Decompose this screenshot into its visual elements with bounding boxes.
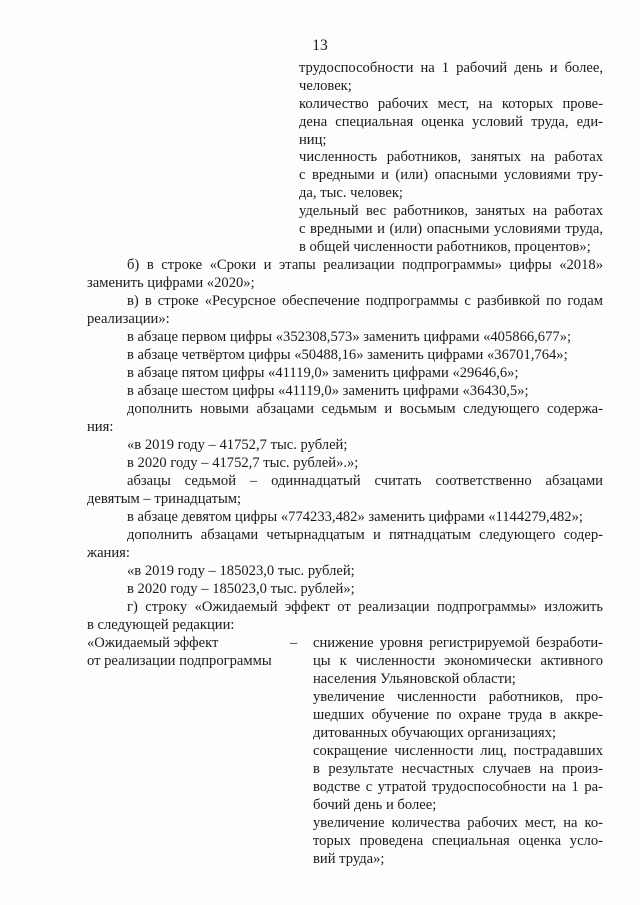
- body-line: девятым – тринадцатым;: [87, 491, 242, 507]
- body-line: «в 2019 году – 185023,0 тыс. рублей;: [127, 563, 355, 579]
- top-block-line: с вредными и (или) опасными условиями труда,: [299, 221, 603, 237]
- body-line: заменить цифрами «2020»;: [87, 275, 255, 291]
- top-block-line: удельный вес работников, занятых на работах: [299, 203, 603, 219]
- body-line: «в 2019 году – 41752,7 тыс. рублей;: [127, 437, 348, 453]
- table-content-line: сокращение численности лиц, пострадавших: [313, 743, 603, 759]
- body-line: дополнить новыми абзацами седьмым и восьмым следующего содержа-: [127, 401, 603, 417]
- top-block-line: с вредными и (или) опасными условиями тру-: [299, 167, 603, 183]
- table-content-line: торых проведена специальная оценка усло-: [313, 833, 603, 849]
- body-line: г) строку «Ожидаемый эффект от реализации подпрограммы» изложить: [127, 599, 603, 615]
- top-block-line: ниц;: [299, 132, 327, 148]
- table-dash: –: [290, 635, 298, 651]
- table-content-line: дитованных обучающих организациях;: [313, 725, 557, 741]
- body-line: в следующей редакции:: [87, 617, 235, 633]
- top-block-line: численность работников, занятых на работах: [299, 149, 603, 165]
- body-line: в абзаце пятом цифры «41119,0» заменить цифрами «29646,6»;: [127, 365, 519, 381]
- table-label: «Ожидаемый эффект: [87, 635, 219, 651]
- table-content-line: в результате несчастных случаев на произ-: [313, 761, 603, 777]
- table-content-line: снижение уровня регистрируемой безработи-: [313, 635, 603, 651]
- table-content-line: вий труда»;: [313, 851, 385, 867]
- table-content-line: увеличение численности работников, про-: [313, 689, 603, 705]
- body-line: дополнить абзацами четырнадцатым и пятнадцатым следующего содер-: [127, 527, 603, 543]
- body-line: в 2020 году – 41752,7 тыс. рублей».»;: [127, 455, 359, 471]
- body-line: в абзаце шестом цифры «41119,0» заменить цифрами «36430,5»;: [127, 383, 529, 399]
- body-line: в абзаце девятом цифры «774233,482» заменить цифрами «1144279,482»;: [127, 509, 583, 525]
- table-content-line: бочий день и более;: [313, 797, 437, 813]
- top-block-line: дена специальная оценка условий труда, еди-: [299, 114, 603, 130]
- page-number: 13: [312, 37, 328, 54]
- table-content-line: водстве с утратой трудоспособности на 1 ра-: [313, 779, 603, 795]
- table-content-line: населения Ульяновской области;: [313, 671, 516, 687]
- top-block-line: количество рабочих мест, на которых прове-: [299, 96, 603, 112]
- body-line: б) в строке «Сроки и этапы реализации подпрограммы» цифры «2018»: [127, 257, 603, 273]
- table-content-line: цы к численности экономически активного: [313, 653, 603, 669]
- table-content-line: шедших обучение по охране труда в аккре-: [313, 707, 603, 723]
- top-block-line: трудоспособности на 1 рабочий день и более,: [299, 60, 603, 76]
- body-line: в абзаце четвёртом цифры «50488,16» заменить цифрами «36701,764»;: [127, 347, 568, 363]
- body-line: абзацы седьмой – одиннадцатый считать соответственно абзацами: [127, 473, 603, 489]
- body-line: в абзаце первом цифры «352308,573» заменить цифрами «405866,677»;: [127, 329, 572, 345]
- table-label: от реализации подпрограммы: [87, 653, 272, 669]
- body-line: в 2020 году – 185023,0 тыс. рублей»;: [127, 581, 355, 597]
- top-block-line: человек;: [299, 78, 352, 94]
- body-line: ния:: [87, 419, 114, 435]
- top-block-line: да, тыс. человек;: [299, 185, 403, 201]
- body-line: жания:: [87, 545, 130, 561]
- top-block-line: в общей численности работников, процентов»;: [299, 239, 591, 255]
- table-content-line: увеличение количества рабочих мест, на ко-: [313, 815, 603, 831]
- body-line: в) в строке «Ресурсное обеспечение подпрограммы с разбивкой по годам: [127, 293, 603, 309]
- body-line: реализации»:: [87, 311, 170, 327]
